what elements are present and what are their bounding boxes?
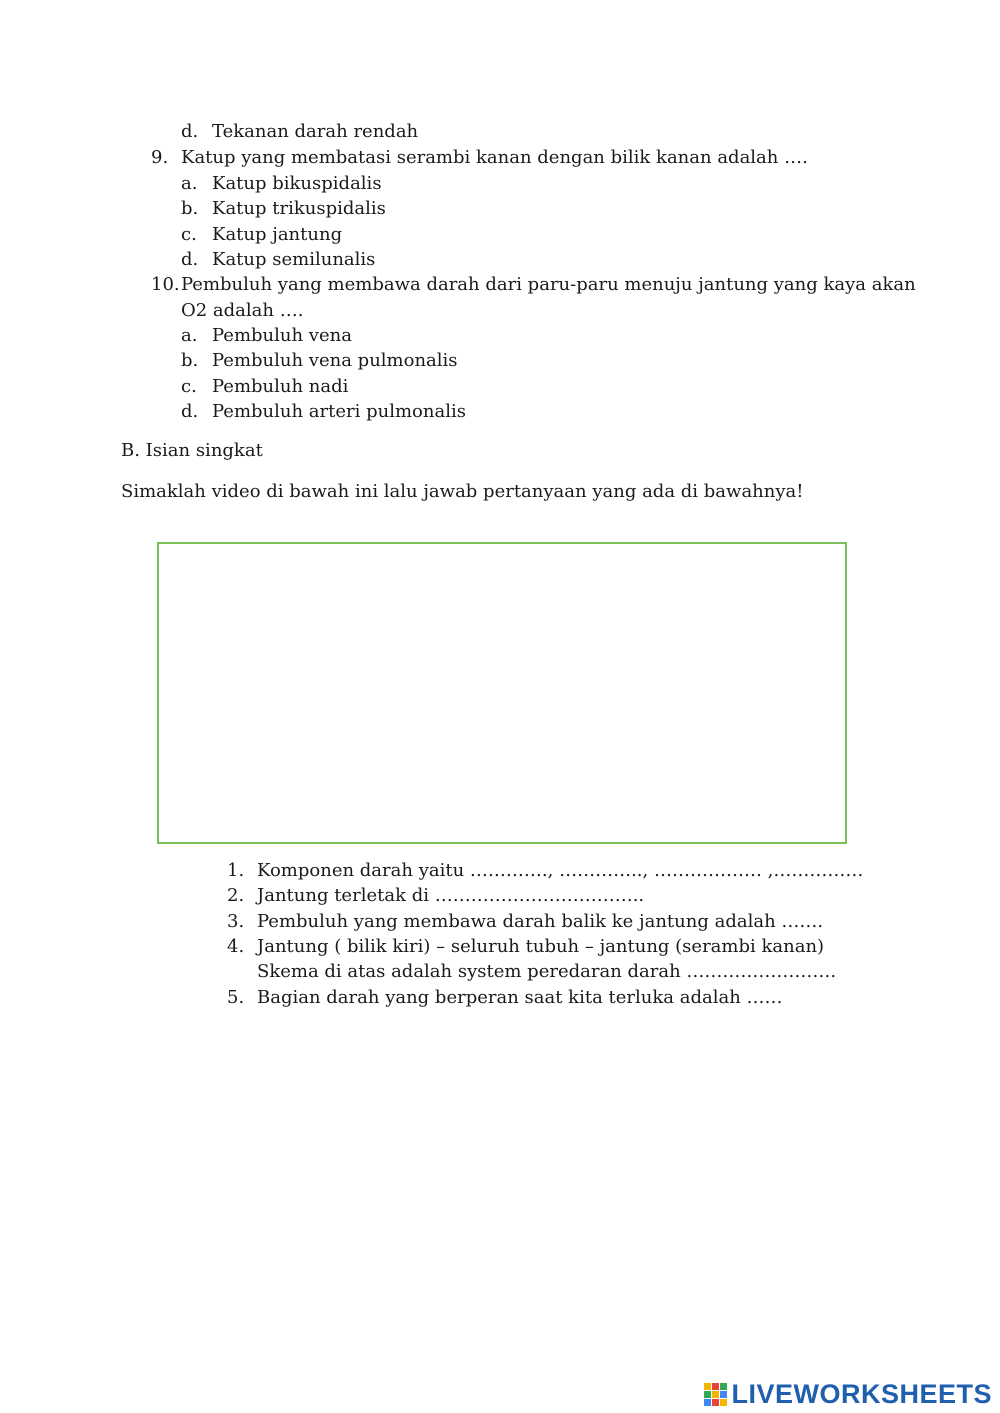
option-text: Pembuluh arteri pulmonalis bbox=[212, 401, 466, 422]
option-letter: c. bbox=[181, 376, 197, 397]
question-text: O2 adalah …. bbox=[181, 300, 304, 321]
question-text: Bagian darah yang berperan saat kita terluka adalah …… bbox=[257, 987, 783, 1008]
liveworksheets-logo bbox=[704, 1378, 992, 1409]
option-text: Katup semilunalis bbox=[212, 249, 376, 270]
question-text: Pembuluh yang membawa darah balik ke jantung adalah ……. bbox=[257, 911, 824, 932]
option-text: Katup trikuspidalis bbox=[212, 198, 386, 219]
question-text: Komponen darah yaitu …………., ………….., ……………… ,…………… bbox=[257, 860, 864, 881]
option-text: Pembuluh vena bbox=[212, 325, 352, 346]
question-number: 4. bbox=[227, 936, 245, 957]
option-text: Pembuluh vena pulmonalis bbox=[212, 350, 458, 371]
option-letter: c. bbox=[181, 224, 197, 245]
question-number: 10. bbox=[151, 274, 180, 295]
option-letter: d. bbox=[181, 121, 199, 142]
question-number: 2. bbox=[227, 885, 245, 906]
section-heading: B. Isian singkat bbox=[121, 440, 263, 461]
question-text: Katup yang membatasi serambi kanan dengan bilik kanan adalah …. bbox=[181, 147, 808, 168]
question-text: Jantung ( bilik kiri) – seluruh tubuh – jantung (serambi kanan) bbox=[257, 936, 825, 957]
question-number: 1. bbox=[227, 860, 245, 881]
option-letter: d. bbox=[181, 249, 199, 270]
logo-grid-icon bbox=[704, 1383, 727, 1406]
option-text: Tekanan darah rendah bbox=[212, 121, 419, 142]
instruction-text: Simaklah video di bawah ini lalu jawab pertanyaan yang ada di bawahnya! bbox=[121, 481, 804, 502]
question-text: Pembuluh yang membawa darah dari paru-paru menuju jantung yang kaya akan bbox=[181, 274, 916, 295]
question-number: 5. bbox=[227, 987, 245, 1008]
question-text: Jantung terletak di …………………………….. bbox=[257, 885, 645, 906]
brand-name: LIVEWORKSHEETS bbox=[731, 1378, 992, 1409]
option-text: Pembuluh nadi bbox=[212, 376, 349, 397]
question-number: 3. bbox=[227, 911, 245, 932]
option-letter: d. bbox=[181, 401, 199, 422]
question-text: Skema di atas adalah system peredaran darah ……………………. bbox=[257, 961, 837, 982]
option-letter: a. bbox=[181, 325, 198, 346]
question-number: 9. bbox=[151, 147, 169, 168]
option-letter: b. bbox=[181, 198, 199, 219]
option-text: Katup jantung bbox=[212, 224, 343, 245]
option-letter: a. bbox=[181, 173, 198, 194]
option-letter: b. bbox=[181, 350, 199, 371]
option-text: Katup bikuspidalis bbox=[212, 173, 382, 194]
video-embed[interactable] bbox=[157, 542, 847, 844]
